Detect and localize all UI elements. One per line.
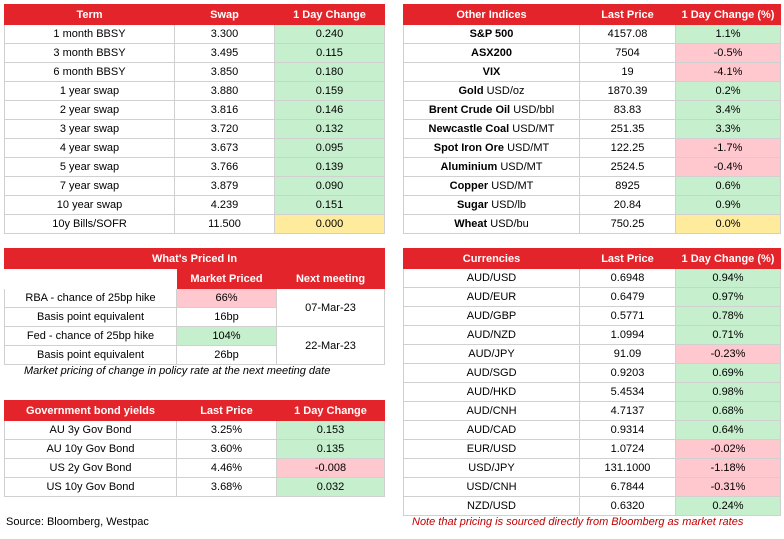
fed-hike-label: Fed - chance of 25bp hike <box>5 327 177 346</box>
change-cell: 0.000 <box>275 215 385 234</box>
col-last-price: Last Price <box>580 249 676 269</box>
index-name-cell <box>404 177 580 196</box>
table-row <box>404 459 781 478</box>
change-cell: -1.18% <box>676 459 781 478</box>
pair-cell: EUR/USD <box>404 440 580 459</box>
change-cell: 0.132 <box>275 120 385 139</box>
swap-cell: 3.850 <box>175 63 275 82</box>
change-cell: 0.2% <box>676 82 781 101</box>
index-name-cell <box>404 139 580 158</box>
fed-bp-value: 26bp <box>177 346 277 365</box>
swap-cell: 11.500 <box>175 215 275 234</box>
index-name: Newcastle Coal <box>428 123 510 135</box>
pair-cell: USD/JPY <box>404 459 580 478</box>
change-cell: 0.24% <box>676 497 781 516</box>
table-row <box>404 44 781 63</box>
index-unit: USD/oz <box>486 85 525 97</box>
bond-name-cell: US 2y Gov Bond <box>5 459 177 478</box>
table-row <box>404 196 781 215</box>
change-cell: 0.0% <box>676 215 781 234</box>
change-cell: -0.4% <box>676 158 781 177</box>
priced-in-note: Market pricing of change in policy rate at the next meeting date <box>24 365 331 377</box>
index-name-cell <box>404 120 580 139</box>
term-cell: 10y Bills/SOFR <box>5 215 175 234</box>
swap-cell: 3.720 <box>175 120 275 139</box>
col-bond: Government bond yields <box>5 401 177 421</box>
price-cell: 2524.5 <box>580 158 676 177</box>
term-cell: 10 year swap <box>5 196 175 215</box>
price-cell: 122.25 <box>580 139 676 158</box>
swap-cell: 3.766 <box>175 158 275 177</box>
col-index: Other Indices <box>404 5 580 25</box>
pair-cell: AUD/NZD <box>404 326 580 345</box>
table-row <box>404 307 781 326</box>
change-cell: -0.23% <box>676 345 781 364</box>
term-cell: 1 year swap <box>5 82 175 101</box>
change-cell: 0.115 <box>275 44 385 63</box>
swap-cell: 4.239 <box>175 196 275 215</box>
price-cell: 4157.08 <box>580 25 676 44</box>
col-swap: Swap <box>175 5 275 25</box>
change-cell: 0.68% <box>676 402 781 421</box>
change-cell: 0.71% <box>676 326 781 345</box>
table-row <box>404 497 781 516</box>
index-name: Copper <box>449 180 489 192</box>
change-cell: 1.1% <box>676 25 781 44</box>
price-cell: 8925 <box>580 177 676 196</box>
pair-cell: AUD/CAD <box>404 421 580 440</box>
table-row <box>404 25 781 44</box>
swap-cell: 3.673 <box>175 139 275 158</box>
price-cell: 0.6948 <box>580 269 676 288</box>
table-row <box>5 459 385 478</box>
change-cell: 0.135 <box>277 440 385 459</box>
change-cell: 0.180 <box>275 63 385 82</box>
bond-name-cell: US 10y Gov Bond <box>5 478 177 497</box>
term-cell: 7 year swap <box>5 177 175 196</box>
currencies-table <box>403 248 781 516</box>
price-cell: 1.0724 <box>580 440 676 459</box>
table-row <box>404 288 781 307</box>
change-cell: 0.69% <box>676 364 781 383</box>
priced-in-table <box>4 248 385 365</box>
price-cell: 4.7137 <box>580 402 676 421</box>
change-cell: 0.159 <box>275 82 385 101</box>
price-cell: 251.35 <box>580 120 676 139</box>
change-cell: 0.78% <box>676 307 781 326</box>
col-change: 1 Day Change <box>277 401 385 421</box>
col-market-priced: Market Priced <box>177 269 277 289</box>
change-cell: -1.7% <box>676 139 781 158</box>
change-cell: 0.98% <box>676 383 781 402</box>
price-cell: 750.25 <box>580 215 676 234</box>
col-term: Term <box>5 5 175 25</box>
term-cell: 5 year swap <box>5 158 175 177</box>
table-row <box>404 269 781 288</box>
rba-bp-label: Basis point equivalent <box>5 308 177 327</box>
change-cell: 0.151 <box>275 196 385 215</box>
price-cell: 0.6479 <box>580 288 676 307</box>
change-cell: 0.139 <box>275 158 385 177</box>
index-name: Sugar <box>456 199 489 211</box>
price-cell: 19 <box>580 63 676 82</box>
price-cell: 0.6320 <box>580 497 676 516</box>
pair-cell: NZD/USD <box>404 497 580 516</box>
table-row <box>5 421 385 440</box>
term-cell: 4 year swap <box>5 139 175 158</box>
table-row <box>404 101 781 120</box>
table-row <box>5 158 385 177</box>
index-name: Wheat <box>454 218 488 230</box>
term-cell: 2 year swap <box>5 101 175 120</box>
table-row <box>404 139 781 158</box>
change-cell: 0.240 <box>275 25 385 44</box>
term-cell: 6 month BBSY <box>5 63 175 82</box>
priced-in-title: What's Priced In <box>5 249 385 269</box>
index-unit: USD/MT <box>491 180 534 192</box>
pair-cell: AUD/SGD <box>404 364 580 383</box>
change-cell: -0.02% <box>676 440 781 459</box>
price-cell: 131.1000 <box>580 459 676 478</box>
index-unit: USD/MT <box>500 161 543 173</box>
fed-hike-value: 104% <box>177 327 277 346</box>
change-cell: -0.5% <box>676 44 781 63</box>
source-note: Source: Bloomberg, Westpac <box>6 516 149 528</box>
price-cell: 1870.39 <box>580 82 676 101</box>
index-name-cell <box>404 63 580 82</box>
change-cell: 0.032 <box>277 478 385 497</box>
change-cell: 0.6% <box>676 177 781 196</box>
change-cell: 0.095 <box>275 139 385 158</box>
price-cell: 20.84 <box>580 196 676 215</box>
col-change: 1 Day Change (%) <box>676 5 781 25</box>
index-name-cell <box>404 82 580 101</box>
index-name: S&P 500 <box>469 28 514 40</box>
price-cell: 0.5771 <box>580 307 676 326</box>
table-row <box>404 63 781 82</box>
price-cell: 0.9203 <box>580 364 676 383</box>
change-cell: 3.3% <box>676 120 781 139</box>
table-row <box>5 196 385 215</box>
index-unit: USD/bu <box>490 218 529 230</box>
table-row <box>404 402 781 421</box>
table-row <box>5 139 385 158</box>
price-cell: 3.60% <box>177 440 277 459</box>
price-cell: 6.7844 <box>580 478 676 497</box>
swap-cell: 3.300 <box>175 25 275 44</box>
col-last-price: Last Price <box>580 5 676 25</box>
table-row <box>404 177 781 196</box>
change-cell: 0.153 <box>277 421 385 440</box>
pair-cell: AUD/JPY <box>404 345 580 364</box>
table-row <box>404 82 781 101</box>
price-cell: 0.9314 <box>580 421 676 440</box>
table-row <box>5 478 385 497</box>
price-cell: 7504 <box>580 44 676 63</box>
pair-cell: AUD/HKD <box>404 383 580 402</box>
change-cell: 0.64% <box>676 421 781 440</box>
pair-cell: AUD/CNH <box>404 402 580 421</box>
table-row <box>404 383 781 402</box>
col-currency: Currencies <box>404 249 580 269</box>
change-cell: -0.008 <box>277 459 385 478</box>
price-cell: 3.25% <box>177 421 277 440</box>
swap-table <box>4 4 385 234</box>
index-name: Brent Crude Oil <box>428 104 511 116</box>
table-row <box>404 364 781 383</box>
change-cell: 0.9% <box>676 196 781 215</box>
term-cell: 3 month BBSY <box>5 44 175 63</box>
change-cell: 0.97% <box>676 288 781 307</box>
table-row <box>5 289 385 308</box>
swap-cell: 3.880 <box>175 82 275 101</box>
table-row <box>404 345 781 364</box>
table-row <box>5 440 385 459</box>
table-row <box>5 101 385 120</box>
rba-bp-value: 16bp <box>177 308 277 327</box>
change-cell: -4.1% <box>676 63 781 82</box>
price-cell: 91.09 <box>580 345 676 364</box>
table-row <box>5 63 385 82</box>
table-row <box>404 326 781 345</box>
pair-cell: AUD/EUR <box>404 288 580 307</box>
index-name: Gold <box>458 85 484 97</box>
swap-cell: 3.879 <box>175 177 275 196</box>
fed-bp-label: Basis point equivalent <box>5 346 177 365</box>
pair-cell: USD/CNH <box>404 478 580 497</box>
bond-name-cell: AU 10y Gov Bond <box>5 440 177 459</box>
table-row <box>404 440 781 459</box>
indices-table <box>403 4 781 234</box>
disclaimer-note: Note that pricing is sourced directly from Bloomberg as market rates <box>412 516 744 528</box>
swap-cell: 3.816 <box>175 101 275 120</box>
table-row <box>5 327 385 346</box>
index-name-cell <box>404 44 580 63</box>
rba-hike-label: RBA - chance of 25bp hike <box>5 289 177 308</box>
swap-cell: 3.495 <box>175 44 275 63</box>
table-row <box>404 478 781 497</box>
index-unit: USD/lb <box>491 199 527 211</box>
index-name: ASX200 <box>471 47 512 59</box>
col-last-price: Last Price <box>177 401 277 421</box>
bond-name-cell: AU 3y Gov Bond <box>5 421 177 440</box>
index-unit: USD/MT <box>507 142 550 154</box>
col-change: 1 Day Change (%) <box>676 249 781 269</box>
change-cell: 0.94% <box>676 269 781 288</box>
change-cell: 0.090 <box>275 177 385 196</box>
index-unit: USD/bbl <box>513 104 555 116</box>
table-row <box>404 120 781 139</box>
rba-next-meeting: 07-Mar-23 <box>277 289 385 327</box>
change-cell: 0.146 <box>275 101 385 120</box>
table-row <box>5 177 385 196</box>
table-row <box>404 215 781 234</box>
index-name: Spot Iron Ore <box>433 142 505 154</box>
rba-hike-value: 66% <box>177 289 277 308</box>
table-row <box>404 421 781 440</box>
table-row <box>5 82 385 101</box>
col-next-meeting: Next meeting <box>277 269 385 289</box>
pair-cell: AUD/USD <box>404 269 580 288</box>
index-name: Aluminium <box>440 161 498 173</box>
index-name-cell <box>404 215 580 234</box>
term-cell: 3 year swap <box>5 120 175 139</box>
bond-yields-table <box>4 400 385 497</box>
index-name-cell <box>404 25 580 44</box>
index-unit: USD/MT <box>512 123 555 135</box>
price-cell: 83.83 <box>580 101 676 120</box>
term-cell: 1 month BBSY <box>5 25 175 44</box>
pair-cell: AUD/GBP <box>404 307 580 326</box>
table-row <box>5 25 385 44</box>
price-cell: 3.68% <box>177 478 277 497</box>
change-cell: -0.31% <box>676 478 781 497</box>
index-name-cell <box>404 158 580 177</box>
price-cell: 4.46% <box>177 459 277 478</box>
table-row <box>404 158 781 177</box>
table-row <box>5 215 385 234</box>
table-row <box>5 120 385 139</box>
fed-next-meeting: 22-Mar-23 <box>277 327 385 365</box>
col-change: 1 Day Change <box>275 5 385 25</box>
index-name-cell <box>404 101 580 120</box>
price-cell: 5.4534 <box>580 383 676 402</box>
table-row <box>5 44 385 63</box>
index-name-cell <box>404 196 580 215</box>
index-name: VIX <box>482 66 501 78</box>
change-cell: 3.4% <box>676 101 781 120</box>
price-cell: 1.0994 <box>580 326 676 345</box>
